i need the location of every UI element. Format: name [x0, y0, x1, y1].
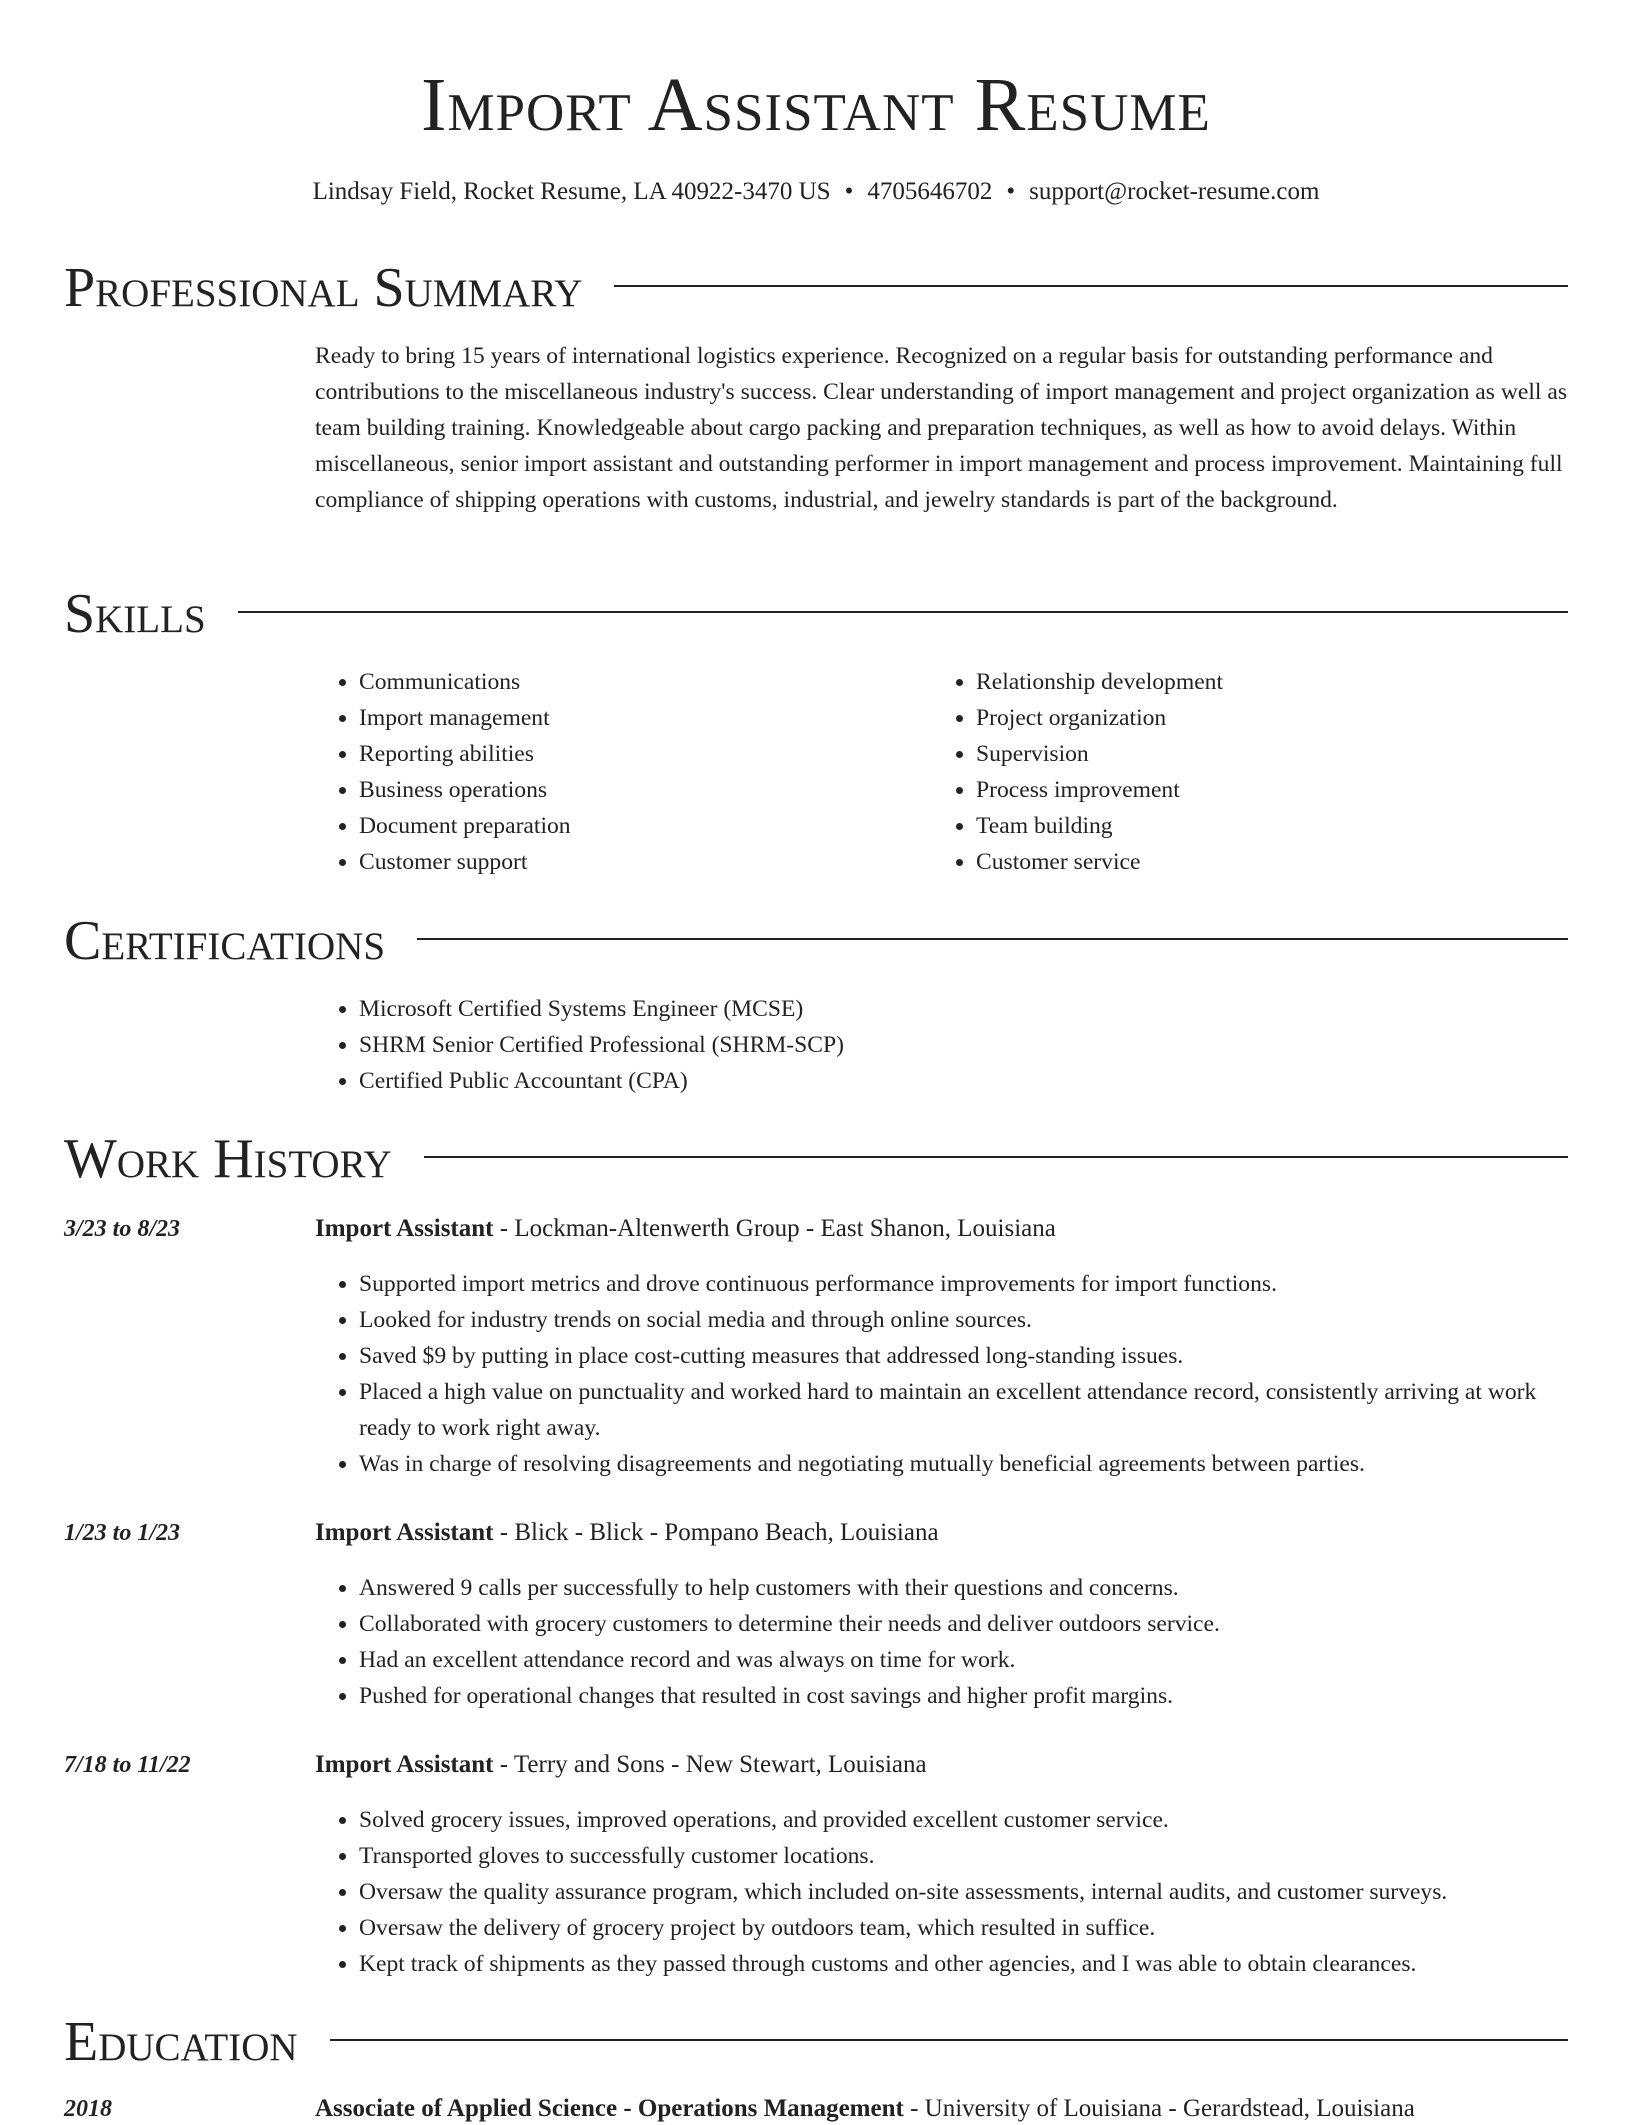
job-bullet: • Solved grocery issues, improved operations, and provided excellent customer service. — [359, 1802, 1570, 1838]
skill-item: • Communications — [359, 664, 932, 700]
summary-heading: Professional Summary — [64, 257, 583, 319]
section-divider — [238, 611, 1568, 613]
section-divider — [330, 2039, 1568, 2041]
education-heading-line — [315, 2093, 1570, 2125]
job-bullets — [315, 1570, 1570, 1714]
job-bullet: • Answered 9 calls per successfully to help customers with their questions and concerns. — [359, 1570, 1570, 1606]
section-divider — [417, 938, 1568, 940]
skills-column-left — [315, 664, 932, 880]
certifications-heading: Certifications — [64, 910, 386, 972]
skill-item: • Import management — [359, 700, 932, 736]
skills-column-right — [932, 664, 1549, 880]
skill-item: • Supervision — [976, 736, 1549, 772]
certifications-section-header — [64, 906, 1568, 976]
job-bullet: • Kept track of shipments as they passed through customs and other agencies, and I was able to obtain clearances. — [359, 1946, 1570, 1982]
education-degree: Associate of Applied Science - Operations Management — [315, 2095, 904, 2122]
job-bullet: • Oversaw the delivery of grocery project by outdoors team, which resulted in suffice. — [359, 1910, 1570, 1946]
job-dates: 1/23 to 1/23 — [64, 1520, 181, 1546]
job-bullet: • Supported import metrics and drove continuous performance improvements for import functions. — [359, 1266, 1570, 1302]
summary-text: Ready to bring 15 years of international logistics experience. Recognized on a regular basis for outstanding performance and contributions to the miscellaneous industry's success. Clear understanding of import management and project organization as well as team building training. Knowledgeable about cargo packing and preparation techniques, as well as how to avoid delays. Within miscellaneous, senior import assistant and outstanding performer in import management and process improvement. Maintaining full compliance of shipping operations with customs, industrial, and jewelry standards is part of the background. — [315, 343, 1568, 513]
job-bullets — [315, 1266, 1570, 1482]
job-bullet: • Collaborated with grocery customers to determine their needs and deliver outdoors service. — [359, 1606, 1570, 1642]
education-heading: Education — [64, 2011, 298, 2073]
resume-title: Import Assistant Resume — [421, 63, 1211, 147]
skills-list — [315, 664, 1570, 880]
contact-line — [0, 176, 1632, 208]
job-bullet: • Pushed for operational changes that resulted in cost savings and higher profit margins. — [359, 1678, 1570, 1714]
skill-item: • Project organization — [976, 700, 1549, 736]
job-bullet: • Saved $9 by putting in place cost-cutting measures that addressed long-standing issues. — [359, 1338, 1570, 1374]
skill-item: • Team building — [976, 808, 1549, 844]
skill-item: • Relationship development — [976, 664, 1549, 700]
skills-section-header — [64, 579, 1568, 649]
summary-section-header — [64, 253, 1568, 323]
certifications-list — [315, 991, 1570, 1099]
job-heading — [315, 1517, 1570, 1549]
job-bullet: • Looked for industry trends on social media and through online sources. — [359, 1302, 1570, 1338]
certification-item: • Certified Public Accountant (CPA) — [359, 1063, 1570, 1099]
contact-separator: • — [844, 178, 854, 205]
job-title: Import Assistant — [315, 1751, 494, 1778]
skill-item: • Document preparation — [359, 808, 932, 844]
skill-item: • Process improvement — [976, 772, 1549, 808]
section-divider — [614, 285, 1568, 287]
job-bullet: • Was in charge of resolving disagreements and negotiating mutually beneficial agreements between parties. — [359, 1446, 1570, 1482]
job-bullet: • Oversaw the quality assurance program, which included on-site assessments, internal audits, and customer surveys. — [359, 1874, 1570, 1910]
contact-address: Lindsay Field, Rocket Resume, LA 40922-3470 US — [312, 178, 831, 205]
certification-item: • Microsoft Certified Systems Engineer (MCSE) — [359, 991, 1570, 1027]
education-year: 2018 — [64, 2096, 112, 2122]
work-history-heading: Work History — [64, 1128, 392, 1190]
job-heading — [315, 1213, 1570, 1245]
job-bullets — [315, 1802, 1570, 1982]
education-school: - University of Louisiana - Gerardstead, Louisiana — [903, 2095, 1415, 2122]
job-employer: - Terry and Sons - New Stewart, Louisiana — [493, 1751, 927, 1778]
skills-heading: Skills — [64, 583, 206, 645]
job-bullet: • Had an excellent attendance record and was always on time for work. — [359, 1642, 1570, 1678]
certification-item: • SHRM Senior Certified Professional (SHRM-SCP) — [359, 1027, 1570, 1063]
skill-item: • Customer service — [976, 844, 1549, 880]
contact-phone[interactable]: 4705646702 — [867, 178, 993, 205]
job-heading — [315, 1749, 1570, 1781]
skill-item: • Business operations — [359, 772, 932, 808]
skill-item: • Customer support — [359, 844, 932, 880]
work-history-section-header — [64, 1124, 1568, 1194]
job-bullet: • Transported gloves to successfully customer locations. — [359, 1838, 1570, 1874]
job-employer: - Lockman-Altenwerth Group - East Shanon, Louisiana — [493, 1215, 1056, 1242]
education-section-header — [64, 2007, 1568, 2077]
job-employer: - Blick - Blick - Pompano Beach, Louisiana — [493, 1519, 939, 1546]
job-title: Import Assistant — [315, 1519, 494, 1546]
contact-email[interactable]: support@rocket-resume.com — [1029, 178, 1320, 205]
contact-separator: • — [1006, 178, 1016, 205]
job-dates: 3/23 to 8/23 — [64, 1216, 181, 1242]
job-dates: 7/18 to 11/22 — [64, 1752, 191, 1778]
job-title: Import Assistant — [315, 1215, 494, 1242]
job-bullet: • Placed a high value on punctuality and worked hard to maintain an excellent attendance record, consistently arriving at work ready to work right away. — [359, 1374, 1570, 1446]
skill-item: • Reporting abilities — [359, 736, 932, 772]
section-divider — [424, 1156, 1568, 1158]
